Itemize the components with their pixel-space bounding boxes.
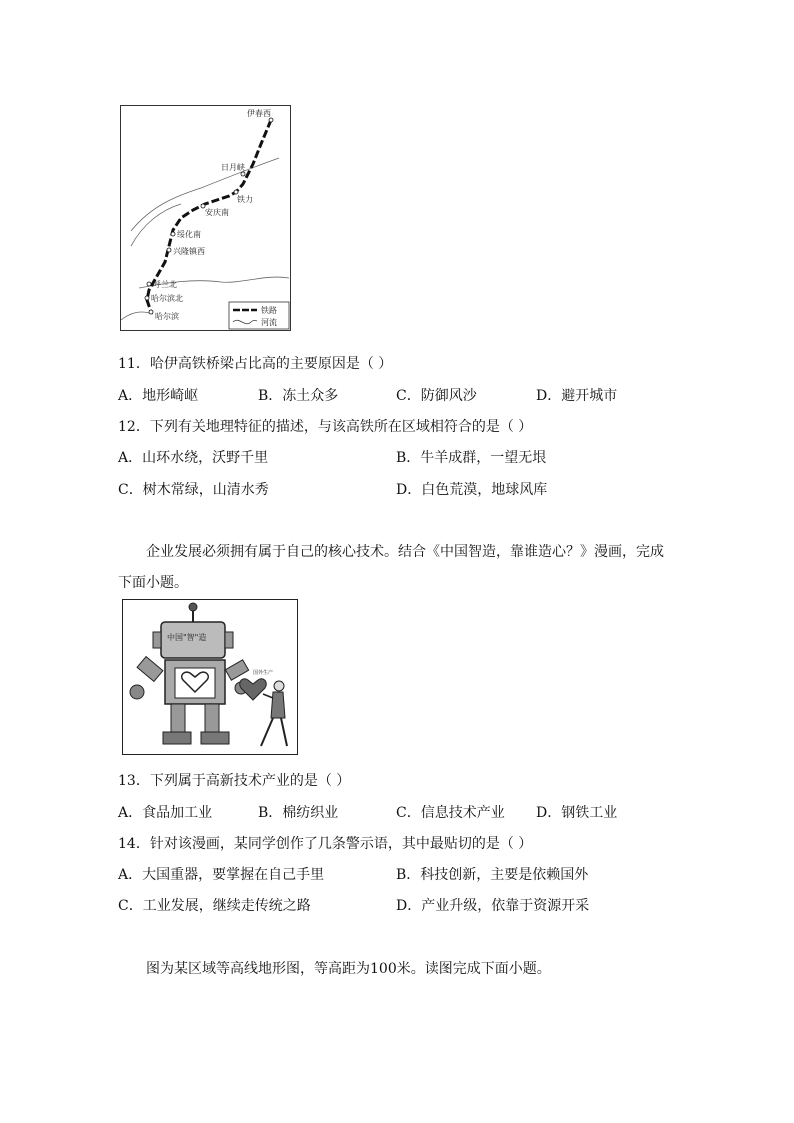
- question-13-option-b[interactable]: B．棉纺织业: [258, 805, 339, 821]
- robot-leg-right: [205, 704, 219, 732]
- question-14-option-a[interactable]: A．大国重器，要掌握在自己手里: [118, 867, 325, 883]
- station-label: 哈尔滨北: [151, 294, 183, 303]
- heart-icon: [240, 679, 267, 700]
- legend-railway-label: 铁路: [261, 306, 277, 315]
- station-label: 呼兰北: [153, 280, 177, 289]
- station-marker: [171, 232, 175, 236]
- question-14-option-d[interactable]: D．产业升级，依靠于资源开采: [396, 898, 590, 914]
- station-label: 铁力: [237, 195, 253, 204]
- station-marker: [145, 296, 149, 300]
- question-13-option-d[interactable]: D．钢铁工业: [536, 805, 618, 821]
- station-label: 安庆南: [205, 208, 229, 217]
- robot-hand-left: [130, 685, 144, 699]
- robot-ear-left: [153, 632, 161, 648]
- river-line: [131, 204, 181, 246]
- question-13-option-a[interactable]: A．食品加工业: [118, 805, 213, 821]
- robot-foot-left: [163, 732, 191, 744]
- station-marker: [234, 190, 238, 194]
- robot-arm-left: [137, 657, 163, 682]
- question-12-stem: 12．下列有关地理特征的描述，与该高铁所在区域相符合的是（ ）: [118, 419, 533, 435]
- passage-intro-line-1: 企业发展必须拥有属于自己的核心技术。结合《中国智造，靠谁造心？》漫画，完成: [146, 544, 664, 560]
- legend-river-label: 河流: [261, 318, 277, 327]
- question-13-stem: 13．下列属于高新技术产业的是（ ）: [118, 773, 351, 789]
- robot-antenna-ball: [189, 603, 197, 611]
- passage-intro-contour: 图为某区域等高线地形图，等高距为100米。读图完成下面小题。: [146, 961, 551, 977]
- railway-map-figure: [120, 105, 291, 331]
- question-11-option-a[interactable]: A．地形崎岖: [118, 388, 199, 404]
- station-label: 哈尔滨: [155, 312, 179, 321]
- robot-label: 中国"智"造: [167, 633, 207, 642]
- station-marker: [147, 282, 151, 286]
- question-12-option-b[interactable]: B．牛羊成群，一望无垠: [396, 450, 547, 466]
- question-13-option-c[interactable]: C．信息技术产业: [396, 805, 505, 821]
- person-leg-right: [281, 718, 287, 746]
- person-arm: [263, 694, 273, 698]
- robot-ear-right: [225, 632, 233, 648]
- station-label: 日月峡: [221, 163, 245, 172]
- question-14-option-c[interactable]: C．工业发展，继续走传统之路: [118, 898, 311, 914]
- station-marker: [149, 310, 153, 314]
- robot-foot-right: [201, 732, 229, 744]
- station-label: 伊春西: [247, 109, 271, 118]
- station-label: 绥化南: [177, 230, 201, 239]
- robot-leg-left: [171, 704, 185, 732]
- river-line: [131, 158, 279, 231]
- question-14-stem: 14．针对该漫画，某同学创作了几条警示语，其中最贴切的是（ ）: [118, 836, 533, 852]
- person-leg-left: [261, 718, 273, 746]
- map-legend: [229, 302, 289, 329]
- river-line: [121, 312, 153, 320]
- question-11-stem: 11．哈伊高铁桥梁占比高的主要原因是（ ）: [118, 356, 393, 372]
- robot-arm-right: [225, 660, 248, 680]
- question-11-option-b[interactable]: B．冻土众多: [258, 388, 339, 404]
- heart-label: 国外生产: [253, 670, 274, 676]
- robot-cartoon-figure: [122, 599, 298, 755]
- railway-map-svg: [121, 106, 290, 330]
- question-11-option-d[interactable]: D．避开城市: [536, 388, 618, 404]
- person-head: [274, 681, 284, 691]
- question-12-option-d[interactable]: D．白色荒漠，地球风库: [396, 482, 548, 498]
- person-body: [271, 692, 285, 718]
- passage-intro-line-2: 下面小题。: [118, 575, 188, 591]
- station-marker: [167, 248, 171, 252]
- robot-cartoon-svg: [123, 600, 296, 753]
- question-11-option-c[interactable]: C．防御风沙: [396, 388, 477, 404]
- question-12-option-c[interactable]: C．树木常绿，山清水秀: [118, 482, 269, 498]
- station-label: 兴隆镇西: [173, 247, 205, 256]
- station-marker: [269, 118, 273, 122]
- station-marker: [241, 172, 245, 176]
- question-12-option-a[interactable]: A．山环水绕，沃野千里: [118, 450, 269, 466]
- question-14-option-b[interactable]: B．科技创新，主要是依赖国外: [396, 867, 589, 883]
